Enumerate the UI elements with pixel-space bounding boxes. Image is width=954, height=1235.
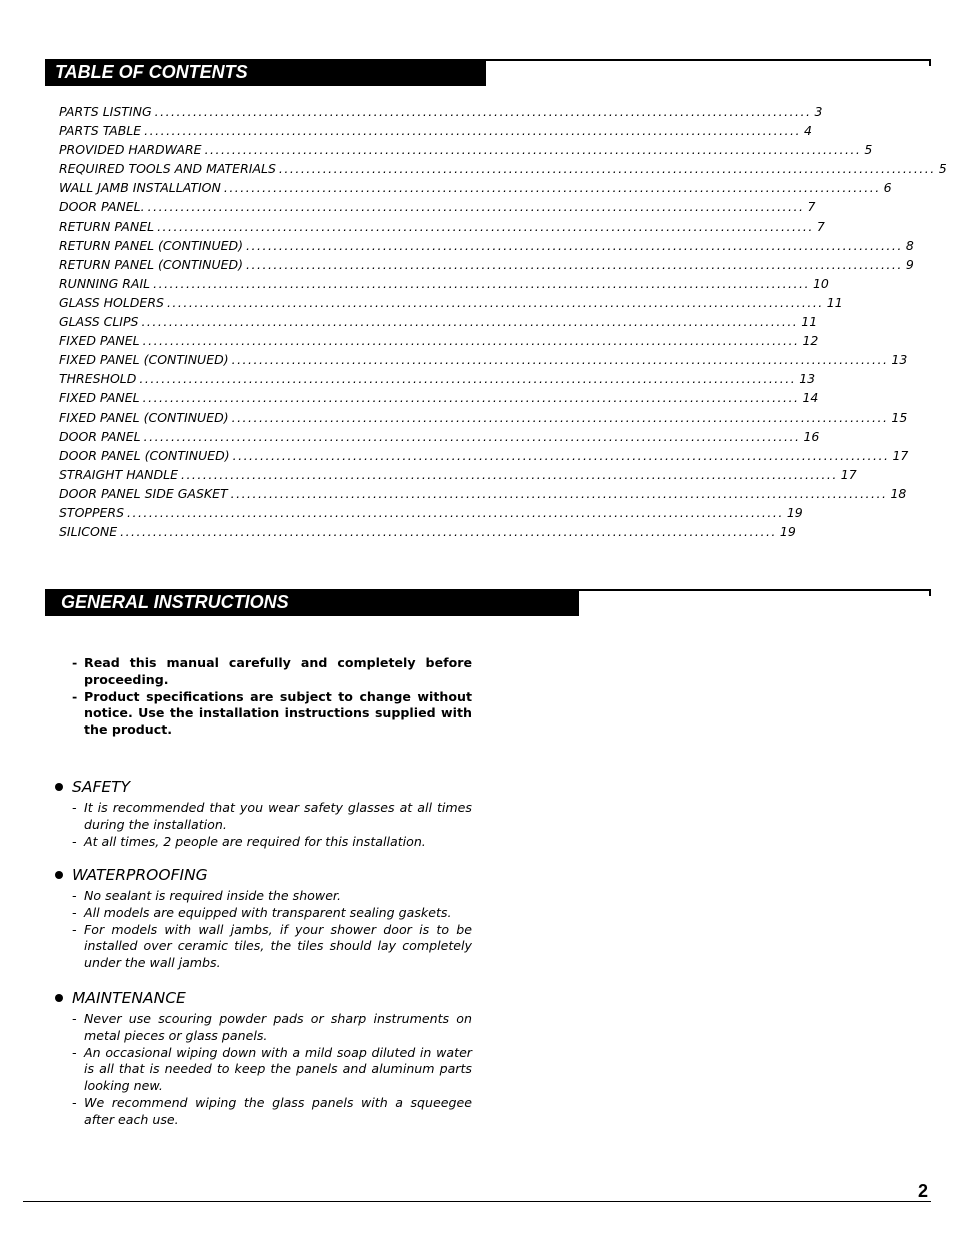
- footer-rule: [23, 1201, 931, 1202]
- toc-leader-dots: ........................................................................................................................: [246, 256, 903, 272]
- toc-entry-label: FIXED PANEL (CONTINUED): [59, 352, 229, 368]
- toc-leader-dots: ........................................................................................................................: [223, 180, 881, 196]
- general-instructions-header: [45, 589, 931, 617]
- toc-entry-label: DOOR PANEL.: [59, 199, 145, 215]
- toc-entry[interactable]: [59, 331, 819, 350]
- toc-entry-label: RETURN PANEL (CONTINUED): [59, 256, 244, 272]
- toc-leader-dots: ........................................................................................................................: [127, 504, 784, 520]
- safety-section: [55, 776, 472, 850]
- toc-entry-label: STOPPERS: [59, 504, 125, 520]
- toc-leader-dots: ........................................................................................................................: [142, 333, 800, 349]
- toc-leader-dots: ........................................................................................................................: [142, 390, 800, 406]
- toc-leader-dots: ........................................................................................................................: [180, 466, 838, 482]
- toc-leader-dots: ........................................................................................................................: [204, 142, 862, 158]
- toc-entry-page: 10: [812, 275, 829, 291]
- waterproofing-title: WATERPROOFING: [72, 866, 208, 884]
- toc-entry[interactable]: [59, 121, 812, 140]
- safety-title: SAFETY: [72, 778, 131, 796]
- maintenance-item: - We recommend wiping the glass panels with a squeegee after each use.: [72, 1095, 472, 1129]
- toc-entry[interactable]: [59, 427, 820, 446]
- toc-entry-page: 6: [883, 180, 892, 196]
- toc-entry-label: DOOR PANEL: [59, 428, 141, 444]
- toc-entry-label: FIXED PANEL: [59, 390, 140, 406]
- toc-entry-page: 18: [890, 485, 907, 501]
- toc-entry-page: 3: [814, 104, 823, 119]
- toc-leader-dots: ........................................................................................................................: [154, 104, 812, 119]
- waterproofing-item: - For models with wall jambs, if your shower door is to be installed over ceramic tiles, the tiles should lay completely under the wall jambs.: [72, 922, 472, 972]
- toc-header: [45, 59, 931, 87]
- general-instructions-header-rule: [579, 589, 931, 596]
- intro-item: - Product specifications are subject to change without notice. Use the installation instructions supplied with the product.: [72, 689, 472, 739]
- toc-entry[interactable]: [59, 159, 947, 178]
- toc-leader-dots: ........................................................................................................................: [231, 409, 889, 425]
- toc-entry[interactable]: [59, 408, 908, 427]
- toc-entry-label: DOOR PANEL (CONTINUED): [59, 447, 230, 463]
- toc-entry[interactable]: [59, 274, 829, 293]
- toc-header-rule: [486, 59, 931, 66]
- safety-item: - It is recommended that you wear safety glasses at all times during the installation.: [72, 800, 472, 834]
- toc-entry-label: THRESHOLD: [59, 371, 137, 387]
- intro-list: [72, 655, 472, 739]
- toc-entry-page: 4: [803, 123, 812, 139]
- toc-leader-dots: ........................................................................................................................: [166, 294, 824, 310]
- page-number: 2: [917, 1181, 928, 1201]
- waterproofing-list: [72, 888, 472, 972]
- toc-entry-page: 14: [802, 390, 819, 406]
- toc-entry-page: 17: [892, 447, 909, 463]
- intro-item: - Read this manual carefully and completely before proceeding.: [72, 655, 472, 689]
- toc-entry-label: STRAIGHT HANDLE: [59, 466, 178, 482]
- intro-notes: [72, 655, 472, 739]
- toc-entry[interactable]: [59, 255, 914, 274]
- toc-entry-page: 9: [905, 256, 914, 272]
- waterproofing-heading: [55, 864, 472, 886]
- toc-entry-page: 16: [803, 428, 820, 444]
- toc-entry-label: PROVIDED HARDWARE: [59, 142, 202, 158]
- toc-leader-dots: ........................................................................................................................: [120, 524, 777, 540]
- safety-heading: [55, 776, 472, 798]
- toc-leader-dots: ........................................................................................................................: [157, 218, 814, 234]
- toc-entry-label: FIXED PANEL (CONTINUED): [59, 409, 229, 425]
- toc-entry-label: PARTS TABLE: [59, 123, 142, 139]
- maintenance-title: MAINTENANCE: [72, 989, 186, 1007]
- toc-entry[interactable]: [59, 293, 843, 312]
- toc-entry[interactable]: [59, 350, 908, 369]
- toc-leader-dots: ........................................................................................................................: [143, 428, 801, 444]
- toc-entry-label: RETURN PANEL (CONTINUED): [59, 237, 244, 253]
- toc-leader-dots: ........................................................................................................................: [230, 485, 888, 501]
- maintenance-section: [55, 987, 472, 1129]
- toc-entry-page: 11: [801, 314, 818, 330]
- toc-entry-page: 13: [891, 352, 908, 368]
- waterproofing-item: - No sealant is required inside the shower.: [72, 888, 472, 905]
- toc-leader-dots: ........................................................................................................................: [231, 352, 889, 368]
- toc-entry[interactable]: [59, 140, 873, 159]
- toc-entry-page: 15: [891, 409, 908, 425]
- waterproofing-section: [55, 864, 472, 972]
- toc-entry-label: WALL JAMB INSTALLATION: [59, 180, 221, 196]
- toc-entry-label: RUNNING RAIL: [59, 275, 151, 291]
- bullet-icon: [55, 871, 63, 879]
- toc-entry-page: 7: [816, 218, 825, 234]
- toc-entry-page: 11: [826, 294, 843, 310]
- bullet-icon: [55, 783, 63, 791]
- toc-leader-dots: ........................................................................................................................: [232, 447, 890, 463]
- toc-entry[interactable]: [59, 197, 816, 216]
- toc-leader-dots: ........................................................................................................................: [147, 199, 805, 215]
- toc-entry-label: DOOR PANEL SIDE GASKET: [59, 485, 228, 501]
- toc-entry[interactable]: [59, 369, 816, 388]
- toc-entry-page: 5: [938, 161, 947, 177]
- maintenance-item: - An occasional wiping down with a mild soap diluted in water is all that is needed to keep the panels and aluminum parts looking new.: [72, 1045, 472, 1095]
- general-instructions-title: GENERAL INSTRUCTIONS: [45, 589, 579, 616]
- maintenance-heading: [55, 987, 472, 1009]
- bullet-icon: [55, 994, 63, 1002]
- toc-entry[interactable]: [59, 388, 819, 407]
- toc-entry-page: 17: [840, 466, 857, 482]
- toc-entry-label: PARTS LISTING: [59, 104, 152, 119]
- toc-entry[interactable]: [59, 484, 907, 503]
- toc-entry-label: SILICONE: [59, 524, 118, 540]
- toc-entry[interactable]: [59, 465, 857, 484]
- toc-entry-page: 13: [799, 371, 816, 387]
- toc-leader-dots: ........................................................................................................................: [141, 314, 799, 330]
- toc-entry-page: 12: [802, 333, 819, 349]
- toc-entry[interactable]: [59, 178, 892, 197]
- toc-list: [59, 102, 947, 541]
- toc-entry-page: 19: [779, 524, 796, 540]
- toc-entry-page: 7: [807, 199, 816, 215]
- waterproofing-item: - All models are equipped with transparent sealing gaskets.: [72, 905, 472, 922]
- toc-leader-dots: ........................................................................................................................: [278, 161, 936, 177]
- toc-entry-page: 8: [905, 237, 914, 253]
- toc-leader-dots: ........................................................................................................................: [246, 237, 903, 253]
- toc-title: TABLE OF CONTENTS: [45, 59, 486, 86]
- toc-entry-label: RETURN PANEL: [59, 218, 155, 234]
- toc-entry[interactable]: [59, 446, 909, 465]
- toc-entry-label: GLASS HOLDERS: [59, 294, 164, 310]
- toc-entry[interactable]: [59, 312, 818, 331]
- toc-leader-dots: ........................................................................................................................: [144, 123, 801, 139]
- maintenance-item: - Never use scouring powder pads or sharp instruments on metal pieces or glass panels.: [72, 1011, 472, 1045]
- toc-entry-page: 19: [786, 504, 803, 520]
- toc-entry[interactable]: [59, 503, 803, 522]
- safety-item: - At all times, 2 people are required for this installation.: [72, 834, 472, 851]
- toc-entry[interactable]: [59, 522, 796, 541]
- toc-entry[interactable]: [59, 236, 914, 255]
- maintenance-list: [72, 1011, 472, 1129]
- toc-entry[interactable]: [59, 217, 825, 236]
- toc-leader-dots: ........................................................................................................................: [139, 371, 797, 387]
- toc-leader-dots: ........................................................................................................................: [153, 275, 810, 291]
- toc-entry[interactable]: [59, 102, 823, 121]
- toc-entry-label: FIXED PANEL: [59, 333, 140, 349]
- toc-entry-label: REQUIRED TOOLS AND MATERIALS: [59, 161, 276, 177]
- toc-entry-page: 5: [864, 142, 873, 158]
- safety-list: [72, 800, 472, 850]
- toc-entry-label: GLASS CLIPS: [59, 314, 139, 330]
